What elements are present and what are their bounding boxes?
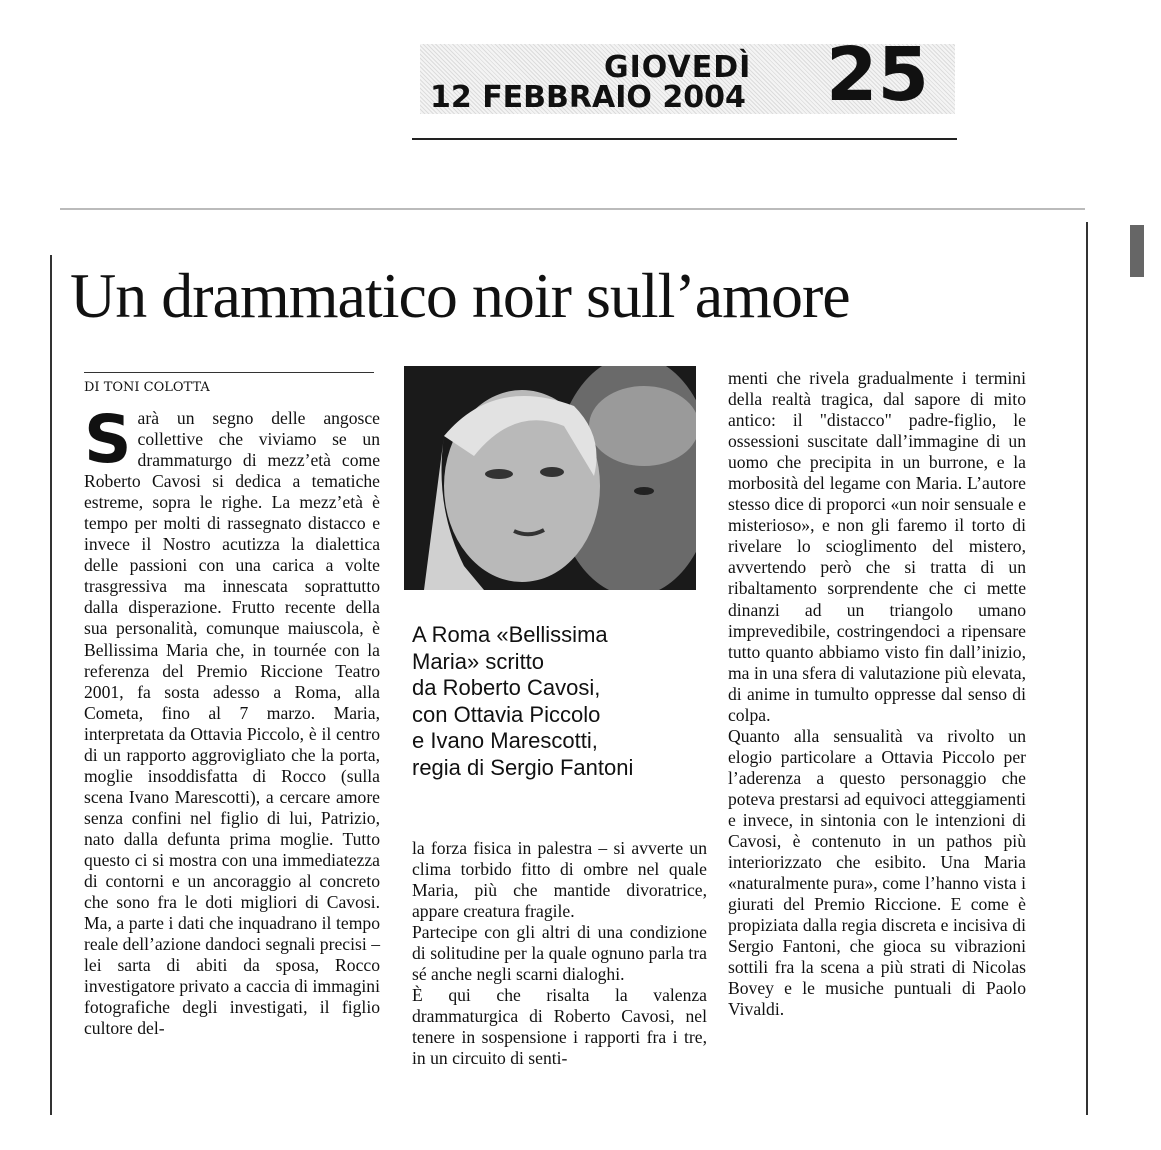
article-paragraph: Partecipe con gli altri di una condizione di solitudine per la quale ognuno parla tra sé anche negli scarni dialoghi. [412, 922, 707, 985]
masthead-date: 12 FEBBRAIO 2004 [430, 80, 746, 115]
article-photo [404, 366, 696, 590]
masthead-rule [412, 138, 957, 140]
masthead-day: GIOVEDÌ [604, 50, 752, 85]
deck-line: e Ivano Marescotti, [412, 728, 598, 753]
clipping-left-rule [50, 255, 52, 1115]
deck-line: regia di Sergio Fantoni [412, 754, 634, 780]
article-paragraph: Quanto alla sensualità va rivolto un elogio particolare a Ottavia Piccolo per l’aderenza a questo personaggio che poteva prestarsi ad equivoci atteggiamenti e invece, in sintonia con le intenzioni di Cavosi, è contenuto in un pathos più interiorizzato che esibito. Una Maria «naturalmente pura», come l’hanno vista i giurati del Premio Riccione. E come è propiziata dalla regia discreta e incisiva di Sergio Fantoni, che gioca su vibrazioni sottili fra la scena a più strati di Nicolas Bovey e le musiche puntuali di Paolo Vivaldi. [728, 725, 1026, 1020]
article-column-3 [728, 368, 1026, 1020]
article-paragraph: È qui che risalta la valenza drammaturgica di Roberto Cavosi, nel tenere in sospensione i rapporti fra i tre, in un circuito di senti- [412, 985, 707, 1069]
deck-line: da Roberto Cavosi, [412, 675, 601, 700]
clipping-right-rule [1086, 222, 1088, 1115]
byline: DI TONI COLOTTA [84, 380, 210, 395]
deck-line: Maria» scritto [412, 648, 545, 674]
masthead [420, 32, 955, 118]
article-column-1 [84, 401, 380, 1039]
byline-rule [84, 372, 374, 373]
page-number: 25 [826, 32, 929, 118]
photo-portrait-illustration [404, 366, 696, 590]
clipping-top-edge [60, 208, 1085, 210]
article-paragraph: menti che rivela gradualmente i termini della realtà tragica, dal sapore di mito antico: il "distacco" padre-figlio, le ossessioni suscitate dall’immagine di un uomo che precipita in un burrone, e la morbosità del legame con Maria. L’autore stesso dice di proporci «un noir sensuale e misterioso», e non gli faremo il torto di rivelare lo scioglimento del mistero, avvertendo però che si tratta di un ribaltamento sorprendente che ci mette dinanzi ad un triangolo umano imprevedibile, costringendoci a ripensare tutto quanto abbiamo visto fin dall’inizio, ma in una sfera di valutazione più elevata, di anime in tumulto oppresse dal senso di colpa. [728, 368, 1026, 725]
article-paragraph [84, 401, 380, 1039]
deck-line: A Roma «Bellissima [412, 622, 608, 647]
article-paragraph: la forza fisica in palestra – si avverte un clima torbido fitto di ombre nel quale Maria, più che mantide divoratrice, appare creatura fragile. [412, 838, 707, 922]
deck-line: con Ottavia Piccolo [412, 701, 601, 727]
article-deck [412, 622, 712, 781]
headline: Un drammatico noir sull’amore [70, 260, 850, 331]
paragraph-text: arà un segno delle angosce collettive che viviamo se un drammaturgo di mezz’età come Roberto Cavosi si dedica a tematiche estreme, sopra le righe. La mezz’età è tempo per molti di rassegnato distacco e invece il Nostro acutizza la dialettica delle passioni con una carica a volte trasgressiva ma innescata soprattutto dalla disperazione. Frutto recente della sua personalità, comunque maiuscola, è Bellissima Maria che, in tournée con la referenza del Premio Riccione Teatro 2001, fa sosta adesso a Roma, alla Cometa, fino al 7 marzo. Maria, interpretata da Ottavia Piccolo, è il centro di un rapporto aggrovigliato che la porta, moglie insoddisfatta di Rocco (sulla scena Ivano Marescotti), a cercare amore senza confini nel figlio di lui, Patrizio, nato dalla defunta prima moglie. Tutto questo ci si mostra con una immediatezza di contorni e un ancoraggio al concreto che sono fra le doti migliori di Cavosi. Ma, a parte i dati che inquadrano il tempo reale dell’azione dandoci segnali precisi – lei sarta di abiti da sposa, Rocco investigatore privato a caccia di immagini fotografiche degli investigati, il figlio cultore del- [84, 408, 380, 1039]
scan-edge-mark [1130, 225, 1144, 277]
drop-cap: S [84, 401, 132, 478]
article-column-2 [412, 838, 707, 1070]
